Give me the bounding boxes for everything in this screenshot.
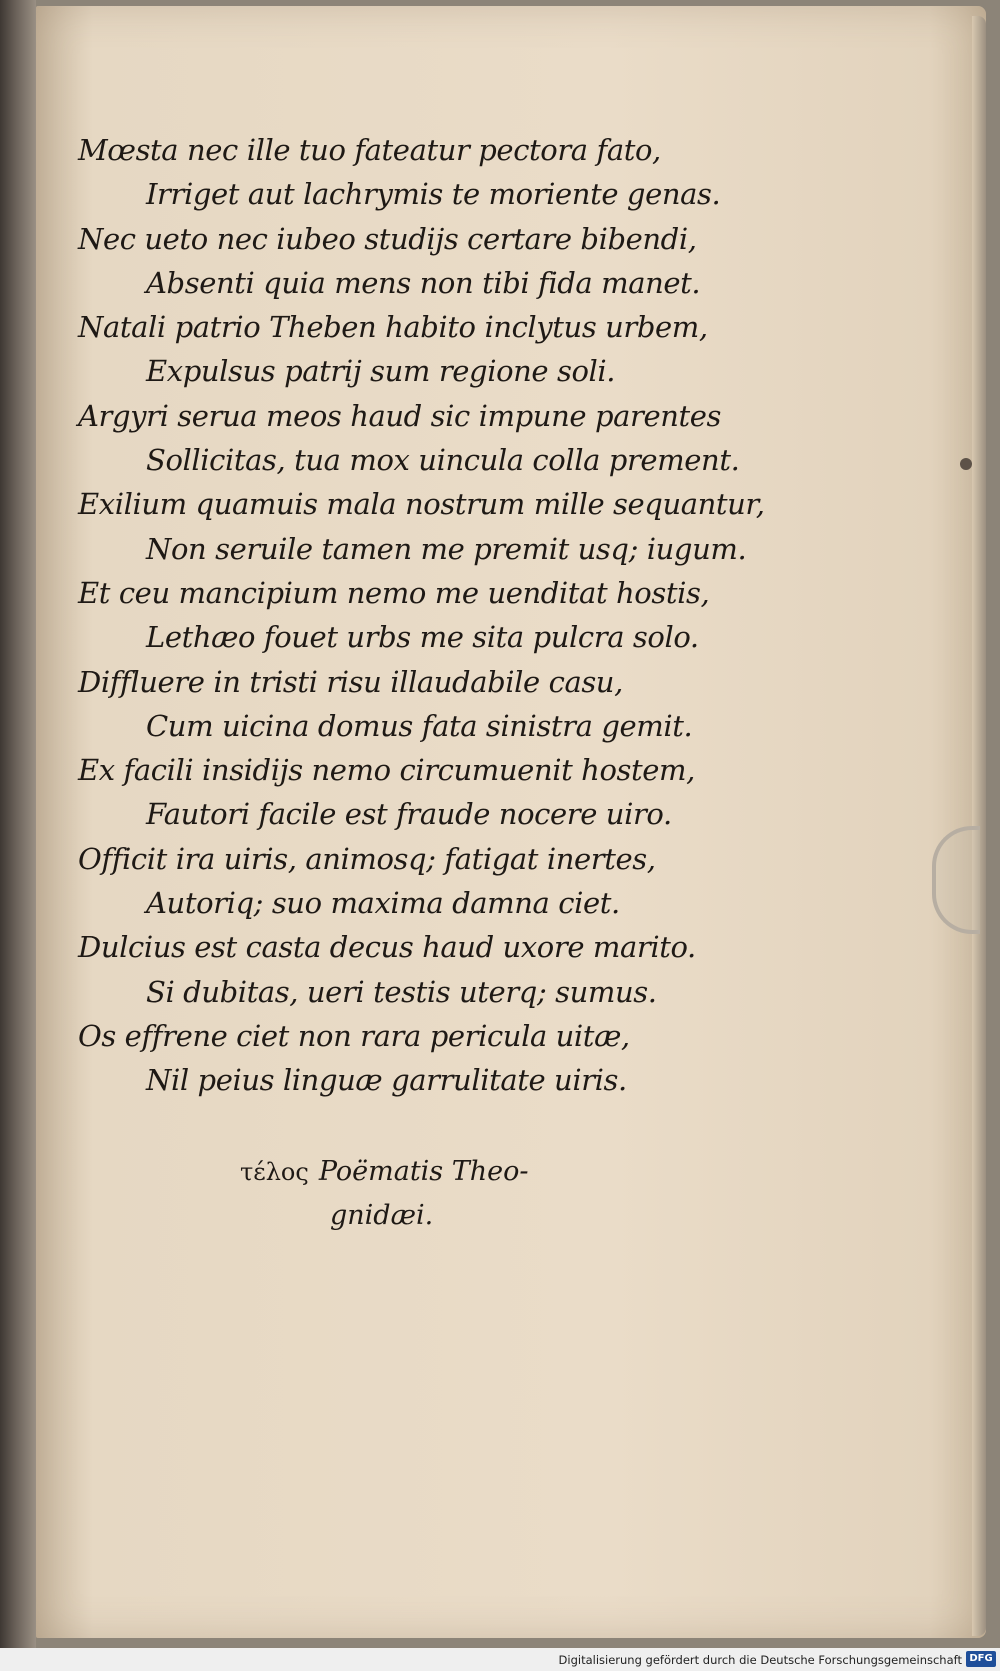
poem-text [78,128,765,1103]
verse-line: Exilium quamuis mala nostrum mille sequantur, [78,487,765,522]
colophon-greek: τέλος [240,1158,309,1186]
verse-line: Nec ueto nec iubeo studijs certare bibendi, [78,221,697,256]
verse-line: Cum uicina domus fata sinistra gemit. [146,708,693,743]
pin-icon [960,458,972,470]
footer-bar [0,1648,1000,1671]
verse-line: Sollicitas, tua mox uincula colla prement. [146,443,740,478]
verse-line: Absenti quia mens non tibi fida manet. [146,265,701,300]
verse-line: Irriget aut lachrymis te moriente genas. [146,177,721,212]
verse-line: Diffluere in tristi risu illaudabile casu, [78,664,623,699]
verse-line: Natali patrio Theben habito inclytus urbem, [78,310,708,345]
colophon-line-1 [240,1150,640,1194]
colophon-text-1: Poëmatis Theo- [318,1156,529,1187]
colophon [240,1150,640,1238]
verse-line: Et ceu mancipium nemo me uenditat hostis, [78,575,710,610]
verse-line: Dulcius est casta decus haud uxore marito. [78,930,696,965]
verse-line: Mœsta nec ille tuo fateatur pectora fato, [78,133,661,167]
verse-line: Os effrene ciet non rara pericula uitæ, [78,1018,630,1053]
dfg-logo-icon: DFG [966,1651,996,1667]
verse-line: Nil peius linguæ garrulitate uiris. [146,1063,627,1098]
clasp-icon [932,826,980,934]
previous-page-edge [0,0,36,1648]
verse-line: Ex facili insidijs nemo circumuenit hostem, [78,753,695,788]
verse-line: Argyri serua meos haud sic impune parentes [78,398,721,433]
footer-credit: Digitalisierung gefördert durch die Deutsche Forschungsgemeinschaft [558,1653,962,1667]
verse-line: Officit ira uiris, animosq; fatigat inertes, [78,841,656,876]
verse-line: Si dubitas, ueri testis uterq; sumus. [146,974,657,1009]
verse-line: Lethæo fouet urbs me sita pulcra solo. [146,620,699,655]
verse-line: Non seruile tamen me premit usq; iugum. [146,531,747,566]
verse-line: Expulsus patrij sum regione soli. [146,354,616,389]
verse-line: Autoriq; suo maxima damna ciet. [146,886,620,921]
colophon-line-2: gnidæi. [330,1200,434,1231]
verse-line: Fautori facile est fraude nocere uiro. [146,797,672,832]
